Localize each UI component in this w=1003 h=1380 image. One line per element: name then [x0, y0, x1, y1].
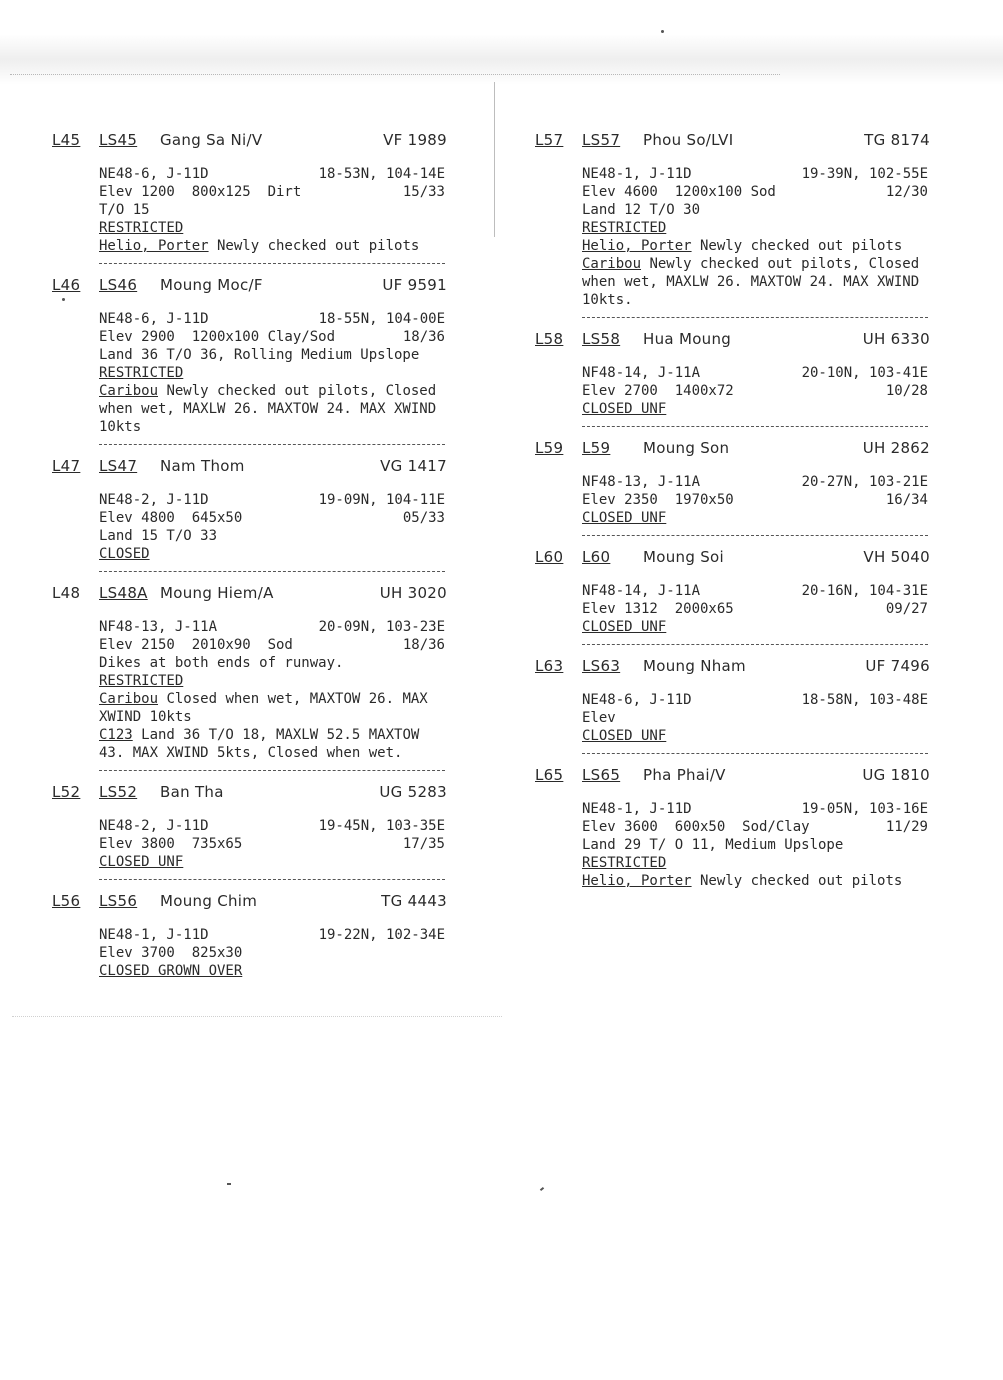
grid-reference: VF 1989 [383, 131, 447, 149]
site-name: Ban Tha [160, 783, 224, 801]
note-text: Newly checked out pilots [691, 238, 903, 254]
ls-number: LS48A [99, 584, 148, 602]
ls-number: L59 [582, 439, 611, 457]
site-code: L47 [52, 457, 81, 475]
detail-left: Elev 2900 1200x100 Clay/Sod [99, 329, 336, 345]
detail-line [582, 691, 928, 709]
entry-separator [99, 444, 445, 445]
detail-left: Elev 4600 1200x100 Sod [582, 184, 776, 200]
ls-number: LS57 [582, 131, 621, 149]
note-text: Newly checked out pilots [208, 238, 420, 254]
detail-left: Elev 2150 2010x90 Sod [99, 637, 293, 653]
detail-left: RESTRICTED [582, 855, 667, 871]
detail-line [99, 165, 445, 183]
entry-header [52, 782, 452, 802]
restriction-note [582, 237, 928, 255]
detail-right: 18/36 [402, 329, 445, 345]
detail-line [582, 800, 928, 818]
detail-right: 11/29 [885, 819, 928, 835]
detail-left: NE48-6, J-11D [582, 692, 692, 708]
detail-line [582, 364, 928, 382]
ls-number: LS46 [99, 276, 138, 294]
entry-header [535, 329, 935, 349]
entry-header [52, 275, 452, 295]
entry-details [582, 473, 928, 527]
scan-speck [227, 1183, 231, 1185]
site-code: L63 [535, 657, 564, 675]
detail-right: 19-39N, 102-55E [801, 166, 928, 182]
site-code: L59 [535, 439, 564, 457]
detail-right: 18-58N, 103-48E [801, 692, 928, 708]
ls-number: LS45 [99, 131, 138, 149]
entry-separator [99, 879, 445, 880]
detail-line [582, 183, 928, 201]
detail-right: 16/34 [885, 492, 928, 508]
detail-line [582, 473, 928, 491]
page-top-rule [10, 74, 780, 75]
restriction-note [99, 382, 445, 436]
detail-right: 18-55N, 104-00E [318, 311, 445, 327]
entry-header [535, 130, 935, 150]
entry-header [535, 547, 935, 567]
detail-left: NF48-13, J-11A [582, 474, 701, 490]
detail-line [99, 944, 445, 962]
detail-line [582, 491, 928, 509]
detail-line [582, 600, 928, 618]
site-name: Moung Moc/F [160, 276, 263, 294]
ls-number: LS56 [99, 892, 138, 910]
grid-reference: TG 4443 [381, 892, 447, 910]
restriction-note [582, 872, 928, 890]
detail-line [99, 509, 445, 527]
detail-left: CLOSED UNF [582, 728, 667, 744]
status-line [99, 962, 445, 980]
airfield-entry [535, 438, 935, 536]
detail-right: 18/36 [402, 637, 445, 653]
site-name: Phou So/LVI [643, 131, 734, 149]
entry-separator [99, 770, 445, 771]
grid-reference: UH 2862 [862, 439, 930, 457]
entry-details [99, 618, 445, 762]
status-line [582, 727, 928, 745]
airfield-entry [52, 583, 452, 771]
aircraft-type: C123 [99, 727, 133, 743]
status-line [99, 545, 445, 563]
airfield-entry [52, 456, 452, 572]
site-code: L52 [52, 783, 81, 801]
ls-number: LS52 [99, 783, 138, 801]
site-code: L48 [52, 584, 81, 602]
detail-left: Elev 1200 800x125 Dirt [99, 184, 302, 200]
note-text: Newly checked out pilots [691, 873, 903, 889]
scan-speck [540, 1187, 544, 1191]
entry-header [52, 456, 452, 476]
detail-line [99, 346, 445, 364]
entry-header [535, 438, 935, 458]
grid-reference: UF 9591 [382, 276, 447, 294]
detail-left: RESTRICTED [99, 673, 184, 689]
detail-left: CLOSED [99, 546, 150, 562]
detail-line [582, 582, 928, 600]
airfield-entry [535, 130, 935, 318]
detail-right: 19-22N, 102-34E [318, 927, 445, 943]
scan-speck [661, 30, 664, 33]
airfield-entry [52, 782, 452, 880]
detail-left: Elev 3600 600x50 Sod/Clay [582, 819, 810, 835]
detail-left: Land 29 T/ O 11, Medium Upslope [582, 837, 844, 853]
left-column [52, 130, 452, 980]
detail-left: RESTRICTED [99, 365, 184, 381]
site-code: L46 [52, 276, 81, 294]
detail-left: CLOSED UNF [582, 510, 667, 526]
grid-reference: UH 6330 [862, 330, 930, 348]
aircraft-type: Caribou [582, 256, 642, 272]
entry-details [99, 310, 445, 436]
restriction-note [582, 255, 928, 309]
detail-left: NE48-1, J-11D [99, 927, 209, 943]
entry-details [582, 800, 928, 890]
detail-left: Elev 2700 1400x72 [582, 383, 734, 399]
site-code: L56 [52, 892, 81, 910]
detail-right: 20-27N, 103-21E [801, 474, 928, 490]
detail-left: Elev 3700 825x30 [99, 945, 243, 961]
grid-reference: VH 5040 [863, 548, 930, 566]
aircraft-type: Caribou [99, 691, 159, 707]
status-line [582, 618, 928, 636]
detail-left: NF48-14, J-11A [582, 583, 701, 599]
entry-separator [582, 753, 928, 754]
detail-line [582, 382, 928, 400]
detail-left: NF48-14, J-11A [582, 365, 701, 381]
entry-header [52, 130, 452, 150]
detail-line [99, 654, 445, 672]
detail-right: 05/33 [402, 510, 445, 526]
detail-line [99, 527, 445, 545]
site-name: Moung Nham [643, 657, 746, 675]
detail-left: NE48-6, J-11D [99, 166, 209, 182]
entry-header [535, 765, 935, 785]
restriction-note [99, 237, 445, 255]
airfield-entry [52, 130, 452, 264]
ls-number: LS63 [582, 657, 621, 675]
ls-number: L60 [582, 548, 611, 566]
detail-line [99, 926, 445, 944]
detail-left: Dikes at both ends of runway. [99, 655, 344, 671]
detail-left: CLOSED UNF [582, 619, 667, 635]
detail-left: Land 36 T/O 36, Rolling Medium Upslope [99, 347, 420, 363]
grid-reference: UF 7496 [865, 657, 930, 675]
detail-left: NE48-2, J-11D [99, 492, 209, 508]
entry-details [99, 817, 445, 871]
site-code: L57 [535, 131, 564, 149]
entry-details [582, 691, 928, 745]
site-name: Nam Thom [160, 457, 245, 475]
status-line [582, 509, 928, 527]
status-line [99, 364, 445, 382]
site-code: L60 [535, 548, 564, 566]
detail-line [582, 165, 928, 183]
detail-left: CLOSED UNF [99, 854, 184, 870]
detail-line [99, 618, 445, 636]
status-line [582, 854, 928, 872]
aircraft-type: Helio, Porter [582, 873, 692, 889]
site-name: Moung Soi [643, 548, 724, 566]
grid-reference: UG 1810 [862, 766, 930, 784]
site-code: L58 [535, 330, 564, 348]
detail-left: NE48-2, J-11D [99, 818, 209, 834]
restriction-note [99, 726, 445, 762]
site-code: L65 [535, 766, 564, 784]
entry-separator [99, 263, 445, 264]
site-name: Moung Son [643, 439, 730, 457]
detail-left: RESTRICTED [582, 220, 667, 236]
detail-line [99, 636, 445, 654]
detail-line [99, 310, 445, 328]
detail-left: Elev 2350 1970x50 [582, 492, 734, 508]
detail-line [99, 201, 445, 219]
status-line [99, 219, 445, 237]
detail-left: Elev 1312 2000x65 [582, 601, 734, 617]
entry-details [99, 165, 445, 255]
detail-left: Elev 3800 735x65 [99, 836, 243, 852]
detail-left: NE48-1, J-11D [582, 166, 692, 182]
detail-right: 17/35 [402, 836, 445, 852]
grid-reference: VG 1417 [380, 457, 447, 475]
page-fold-line [494, 82, 495, 237]
airfield-entry [535, 329, 935, 427]
detail-left: CLOSED UNF [582, 401, 667, 417]
site-name: Pha Phai/V [643, 766, 726, 784]
detail-line [99, 183, 445, 201]
grid-reference: UH 3020 [379, 584, 447, 602]
detail-line [99, 328, 445, 346]
status-line [582, 400, 928, 418]
detail-right: 20-16N, 104-31E [801, 583, 928, 599]
detail-left: NE48-6, J-11D [99, 311, 209, 327]
detail-left: NF48-13, J-11A [99, 619, 218, 635]
grid-reference: UG 5283 [379, 783, 447, 801]
site-name: Hua Moung [643, 330, 732, 348]
airfield-entry [535, 765, 935, 890]
status-line [99, 853, 445, 871]
site-name: Gang Sa Ni/V [160, 131, 263, 149]
airfield-entry [535, 547, 935, 645]
entry-header [52, 891, 452, 911]
entry-separator [582, 644, 928, 645]
detail-line [582, 818, 928, 836]
detail-right: 09/27 [885, 601, 928, 617]
entry-details [582, 165, 928, 309]
detail-right: 12/30 [885, 184, 928, 200]
entry-separator [582, 426, 928, 427]
entry-details [99, 926, 445, 980]
detail-left: Land 12 T/O 30 [582, 202, 701, 218]
ls-number: LS47 [99, 457, 138, 475]
entry-separator [582, 317, 928, 318]
detail-left: NE48-1, J-11D [582, 801, 692, 817]
detail-left: Land 15 T/O 33 [99, 528, 218, 544]
restriction-note [99, 690, 445, 726]
entry-header [52, 583, 452, 603]
aircraft-type: Helio, Porter [582, 238, 692, 254]
detail-line [582, 709, 928, 727]
detail-left: Elev 4800 645x50 [99, 510, 243, 526]
detail-line [99, 835, 445, 853]
site-name: Moung Hiem/A [160, 584, 274, 602]
aircraft-type: Caribou [99, 383, 159, 399]
entry-separator [99, 571, 445, 572]
ls-number: LS65 [582, 766, 621, 784]
status-line [99, 672, 445, 690]
detail-right: 19-45N, 103-35E [318, 818, 445, 834]
detail-left: RESTRICTED [99, 220, 184, 236]
right-column [535, 130, 935, 890]
aircraft-type: Helio, Porter [99, 238, 209, 254]
detail-right: 20-10N, 103-41E [801, 365, 928, 381]
site-name: Moung Chim [160, 892, 258, 910]
airfield-entry [52, 891, 452, 980]
detail-line [582, 836, 928, 854]
detail-line [582, 201, 928, 219]
detail-line [99, 491, 445, 509]
detail-right: 15/33 [402, 184, 445, 200]
ls-number: LS58 [582, 330, 621, 348]
site-code: L45 [52, 131, 81, 149]
note-text: Newly checked out pilots, Closed when wet, MAXLW 26. MAXTOW 24. MAX XWIND 10kts. [582, 256, 920, 308]
detail-left: CLOSED GROWN OVER [99, 963, 243, 979]
note-text: Closed when wet, MAXTOW 26. MAX XWIND 10kts [99, 691, 428, 725]
scan-top-shadow [0, 0, 1003, 85]
status-line [582, 219, 928, 237]
detail-right: 19-05N, 103-16E [801, 801, 928, 817]
note-text: Newly checked out pilots, Closed when wet, MAXLW 26. MAXTOW 24. MAX XWIND 10kts [99, 383, 437, 435]
entry-header [535, 656, 935, 676]
detail-right: 18-53N, 104-14E [318, 166, 445, 182]
entry-separator [582, 535, 928, 536]
detail-line [99, 817, 445, 835]
airfield-entry [535, 656, 935, 754]
detail-left: Elev [582, 710, 616, 726]
grid-reference: TG 8174 [864, 131, 930, 149]
airfield-entry [52, 275, 452, 445]
entry-details [582, 582, 928, 636]
entry-details [99, 491, 445, 563]
entry-details [582, 364, 928, 418]
detail-right: 20-09N, 103-23E [318, 619, 445, 635]
detail-right: 10/28 [885, 383, 928, 399]
page-bottom-rule [12, 1016, 502, 1017]
note-text: Land 36 T/O 18, MAXLW 52.5 MAXTOW 43. MAX XWIND 5kts, Closed when wet. [99, 727, 420, 761]
detail-right: 19-09N, 104-11E [318, 492, 445, 508]
detail-left: T/O 15 [99, 202, 150, 218]
